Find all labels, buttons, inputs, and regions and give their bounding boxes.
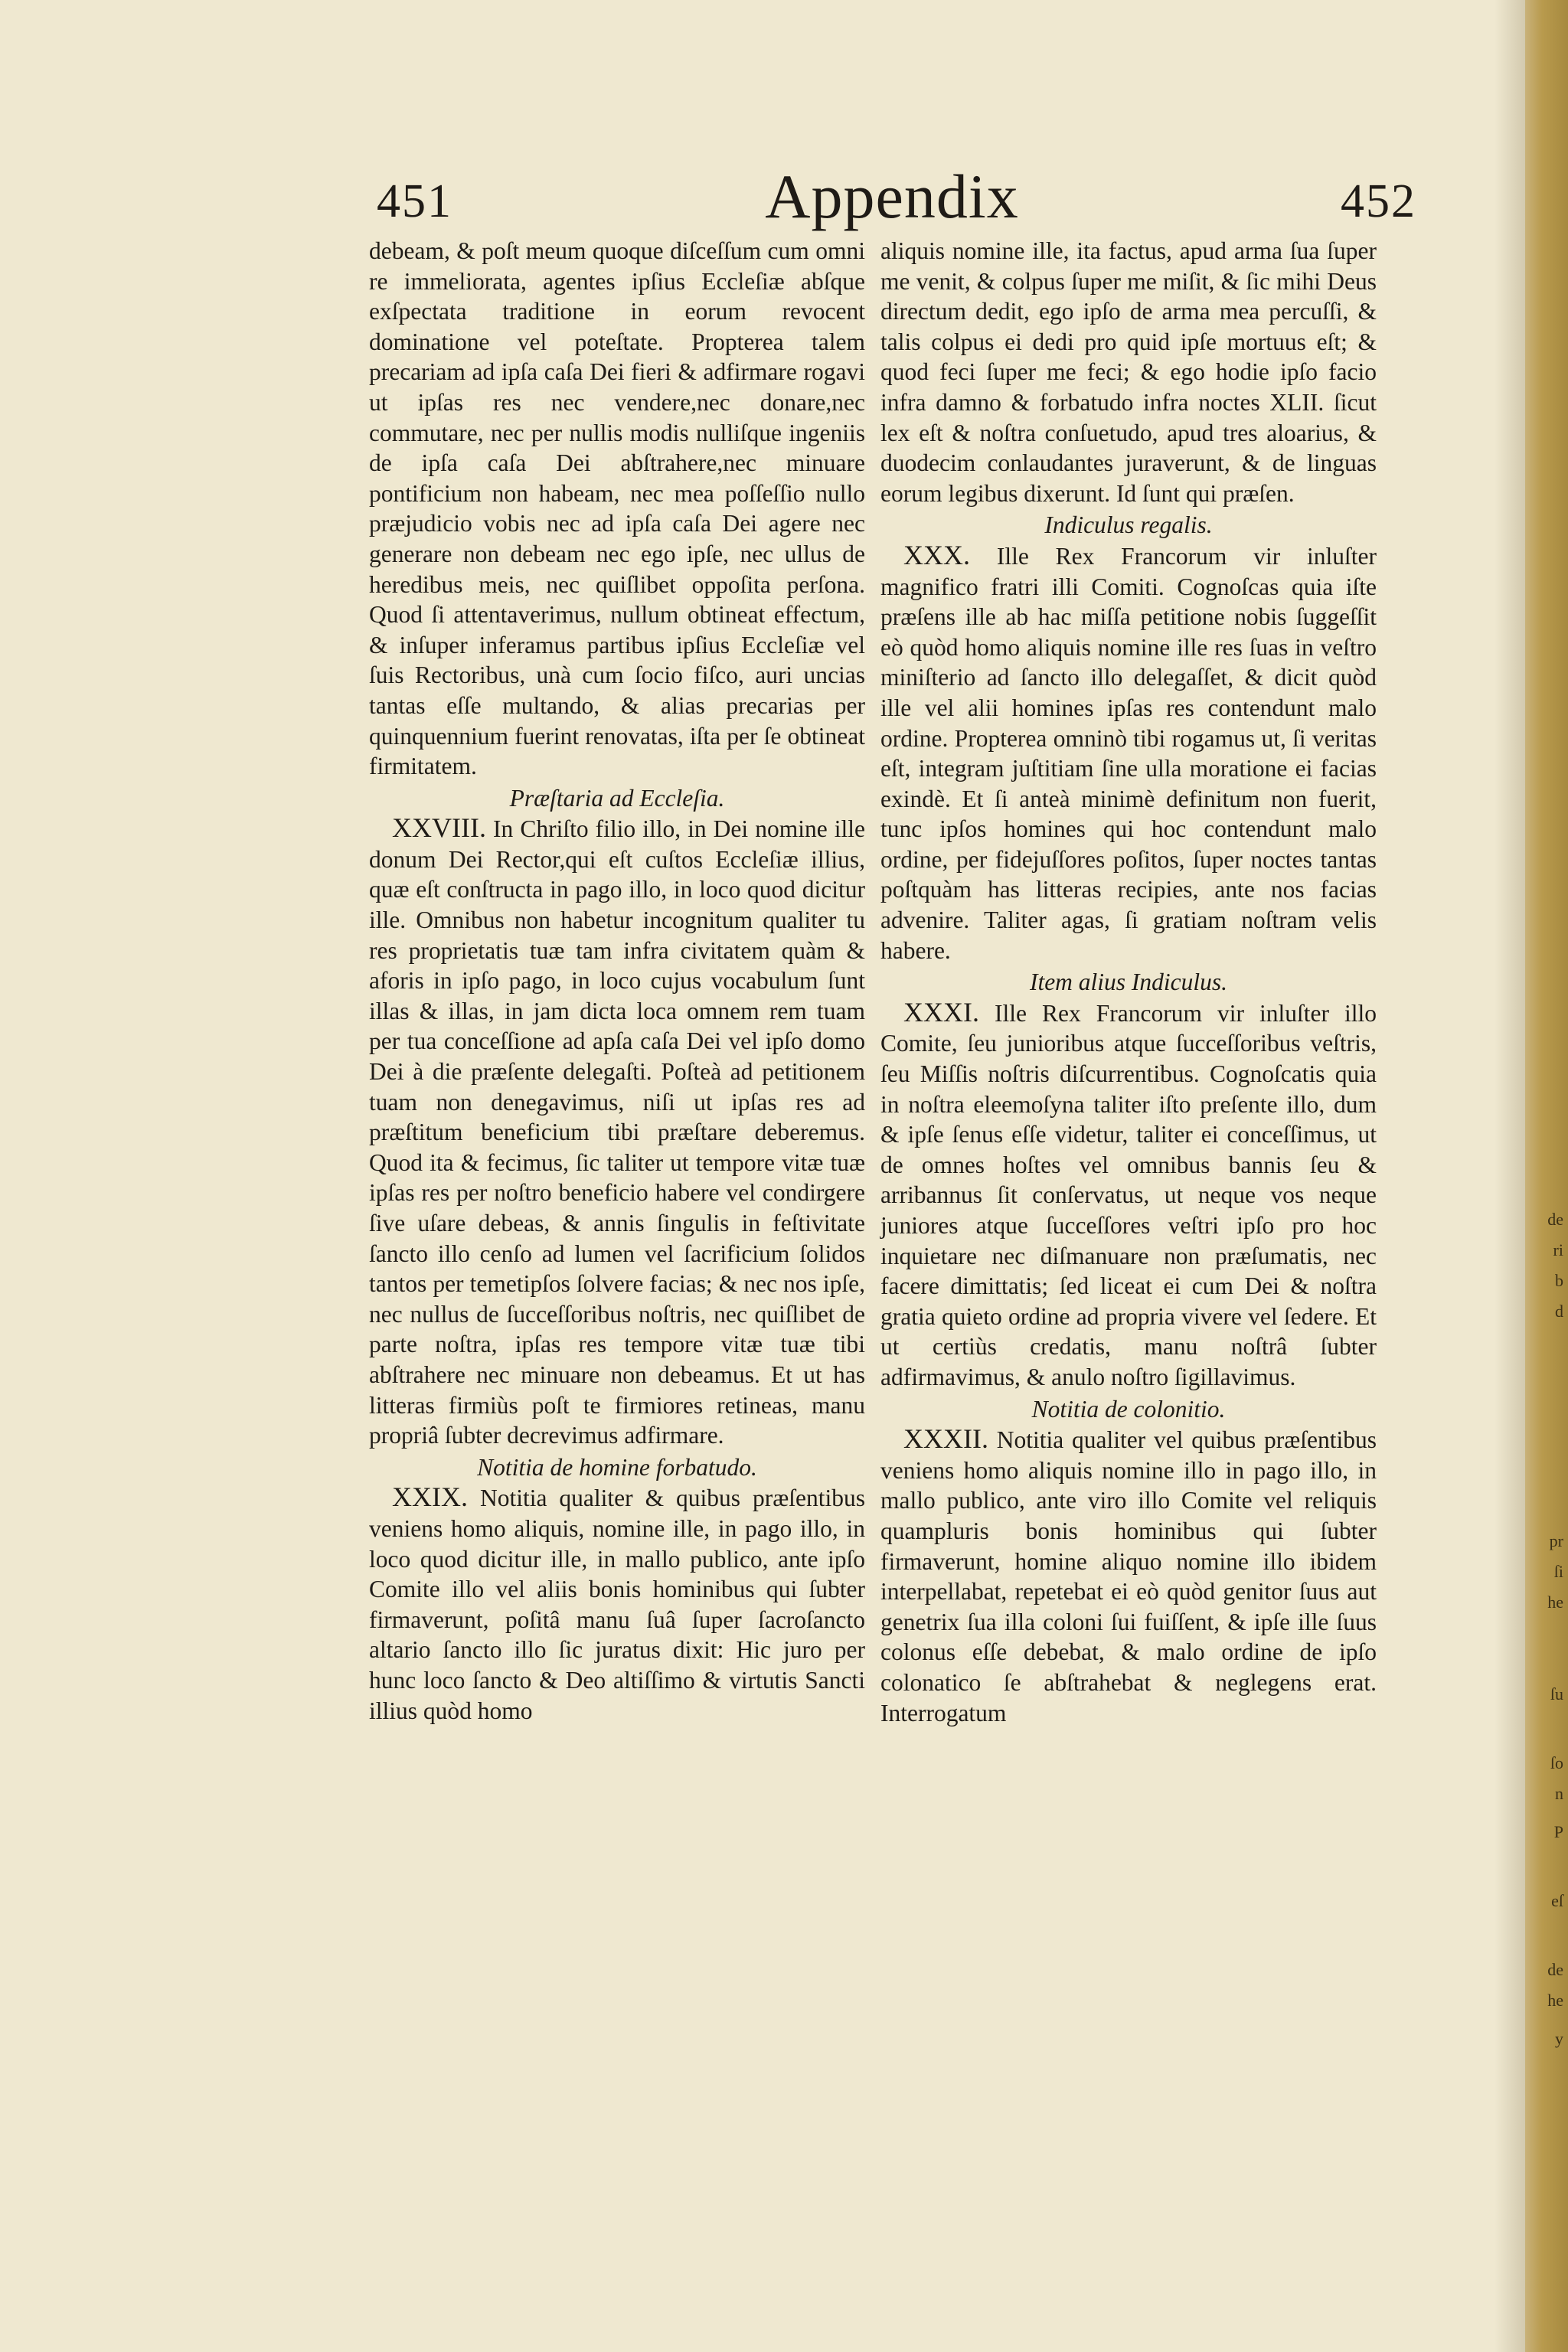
section-heading: Præſtaria ad Eccleſia. — [509, 784, 725, 812]
section-number: XXXI. — [903, 996, 979, 1027]
facing-page-fragment: eſ — [1551, 1891, 1563, 1910]
paragraph-text: debeam, & poſt meum quoque diſceſſum cum omni re immeliorata, agentes ipſius Eccleſiæ abſque exſpectata traditione in eorum revocent dominatione vel poteſtate. Propterea talem precariam ad ipſa caſa Dei fieri & adfirmare rogavi ut ipſas res nec vendere,nec donare,nec commutare, nec per nullis modis nulliſque ingeniis de ipſa caſa Dei abſtrahere,nec minuare pontificium non habeam, nec mea poſſeſſio nullo præjudicio vobis nec ad ipſa caſa Dei agere nec generare non debeam nec ego ipſe, nec ullus de heredibus meis, nec quiſlibet oppoſita perſona. Quod ſi attentaverimus, nullum obtineat effectum, & inſuper inferamus partibus ipſius Eccleſiæ vel ſuis Rectoribus, unà cum ſocio fiſco, auri uncias tantas eſſe multando, & alias precarias per quinquennium fuerint renovatas, iſta per ſe obtineat firmitatem. — [369, 237, 865, 780]
paragraph — [880, 541, 1377, 965]
right-column — [880, 236, 1377, 1728]
facing-page-fragment: ſo — [1550, 1753, 1563, 1772]
facing-page-fragment: ſi — [1553, 1562, 1563, 1581]
facing-page-fragment: pr — [1549, 1531, 1563, 1550]
paragraph-text: aliquis nomine ille, ita factus, apud arma ſua ſuper me venit, & colpus ſuper me miſit, & ſic mihi Deus directum dedit, ego ipſo de arma mea percuſſi, & talis colpus ei dedi pro quid ipſe mortuus eſt; & quod feci ſuper me feci; & ego hodie ipſo facio infra damno & forbatudo infra noctes XLII. ſicut lex eſt & noſtra conſuetudo, apud tres aloarius, & duodecim conlaudantes juraverunt, & de linguas eorum legibus dixerunt. Id ſunt qui præſen. — [880, 237, 1377, 507]
running-title: Appendix — [765, 162, 1019, 231]
page-header — [368, 161, 1416, 237]
section-number: XXVIII. — [392, 812, 486, 844]
section-number: XXIX. — [392, 1481, 468, 1513]
paragraph-text: Notitia qualiter & quibus præſentibus veniens homo aliquis, nomine ille, in pago illo, in loco quod dicitur ille, in mallo publico, ante ipſo Comite illo vel aliis bonis hominibus qui ſubter firmaverunt, poſitâ manu ſuâ ſuper ſacroſancto altario ſancto illo ſic juratus dixit: Hic juro per hunc loco ſancto & Deo altiſſimo & virtutis Sancti illius quòd homo — [369, 1485, 866, 1724]
facing-page-edge — [1525, 0, 1568, 2352]
facing-page-fragment: he — [1547, 1991, 1563, 2010]
facing-page-fragment: de — [1547, 1960, 1563, 1979]
facing-page-fragments — [1525, 0, 1568, 2352]
paragraph-text: Ille Rex Francorum vir inluſter magnifico fratri illi Comiti. Cognoſcas quia iſte præſens ille ab hac miſſa petitione nobis ſuggeſſit eò quòd homo aliquis nomine ille res ſuas in veſtro miniſterio ad ſancto illo delegaſſet, & dicit quòd ille vel alii homines ipſas res contendunt malo ordine. Propterea omninò tibi rogamus ut, ſi veritas eſt, integram juſtitiam ſine ulla moratione ei facias exindè. Et ſi anteà minimè definitum non fuerit, tunc ipſos homines qui hoc contendunt malo ordine, per fidejuſſores poſitos, ſuper noctes tantas poſtquàm has litteras recipies, ante nos facias advenire. Taliter agas, ſi gratiam noſtram velis habere. — [880, 542, 1377, 964]
paragraph-text: Notitia qualiter vel quibus præſentibus veniens homo aliquis nomine illo in pago illo, in mallo publico, ante viro illo Comite vel reliquis quampluris bonis hominibus qui ſubter firmaverunt, homine aliquo nomine illo ibidem interpellabat, repetebat ei eò quòd genitor ſuus aut genetrix ſua illa coloni ſui fuiſſent, & ipſe ille ſuus colonus eſſe debebat, & malo ordine de ipſo colonatico ſe abſtrahebat & neglegens erat. Interrogatum — [880, 1426, 1377, 1726]
paragraph — [369, 1482, 865, 1726]
spine-shadow — [1494, 0, 1525, 2352]
facing-page-fragment: ſu — [1550, 1684, 1563, 1704]
facing-page-fragment: ri — [1553, 1240, 1563, 1259]
facing-page-fragment: n — [1555, 1784, 1563, 1803]
section-heading: Indiculus regalis. — [1044, 511, 1213, 539]
paragraph — [880, 998, 1377, 1393]
section-number: XXX. — [903, 539, 970, 570]
facing-page-fragment: b — [1555, 1271, 1563, 1290]
paragraph — [369, 813, 865, 1450]
page-number-right: 452 — [1341, 175, 1416, 227]
section-heading: Notitia de homine forbatudo. — [477, 1453, 757, 1481]
paragraph-text: Ille Rex Francorum vir inluſter illo Comite, ſeu junioribus atque ſucceſſoribus veſtris, ſeu Miſſis noſtris diſcurrentibus. Cognoſcatis quia in noſtra eleemoſyna taliter iſto preſente illo, dum & ipſe ſenus eſſe videtur, taliter ei conceſſimus, ut de omnes hoſtes vel omnibus bannis ſeu & arribannus ſit conſervatus, ut neque vos neque juniores atque ſucceſſores veſtri ipſo pro hoc inquietare nec diſmanuare non præſumatis, nec facere dimittatis; ſed liceat ei cum Dei & noſtra gratia quieto ordine ad propria vivere vel ſedere. Et ut certiùs credatis, manu noſtrâ ſubter adfirmavimus, & anulo noſtro ſigillavimus. — [880, 999, 1377, 1390]
paragraph — [369, 236, 865, 782]
section-heading: Notitia de colonitio. — [1031, 1395, 1226, 1423]
paragraph — [880, 236, 1377, 508]
page-number-left: 451 — [377, 175, 452, 227]
facing-page-fragment: d — [1555, 1302, 1563, 1321]
section-heading: Item alius Indiculus. — [1029, 969, 1228, 996]
facing-page-fragment: P — [1553, 1822, 1563, 1841]
section-number: XXXII. — [903, 1423, 988, 1455]
facing-page-fragment: y — [1555, 2029, 1563, 2048]
paragraph-text: In Chriſto filio illo, in Dei nomine ille donum Dei Rector,qui eſt cuſtos Eccleſiæ illius, quæ eſt conſtructa in pago illo, in loco quod dicitur ille. Omnibus non habetur incognitum qualiter tu res proprietatis tuæ tam infra civitatem quàm & aforis in ipſo pago, in loco cujus vocabulum ſunt illas & illas, in jam dicta loca omnem rem tuam per tua conceſſione ad apſa caſa Dei vel ipſo domo Dei à die præſente delegaſti. Poſteà ad petitionem tuam non denegavimus, niſi ut ipſas res ad præſtitum beneficium tibi præſtare deberemus. Quod ita & fecimus, ſic taliter ut tempore vitæ tuæ ipſas res per noſtro beneficio habere vel condirgere ſive uſare debeas, & annis ſingulis in feſtivitate ſancto illo cenſo ad lumen vel ſacrificium ſolidos tantos per temetipſos ſolvere facias; & nec nos ipſe, nec nullus de ſucceſſoribus noſtris, nec quiſlibet de parte noſtra, ipſas res tempore vitæ tuæ tibi abſtrahere nec minuare non debeamus. Et ut has litteras firmiùs poſt te firmiores retineas, manu propriâ ſubter decrevimus adfirmare. — [369, 815, 866, 1449]
facing-page-fragment: de — [1547, 1210, 1563, 1229]
facing-page-fragment: he — [1547, 1592, 1563, 1612]
left-column — [369, 236, 865, 1726]
paragraph — [880, 1424, 1377, 1728]
